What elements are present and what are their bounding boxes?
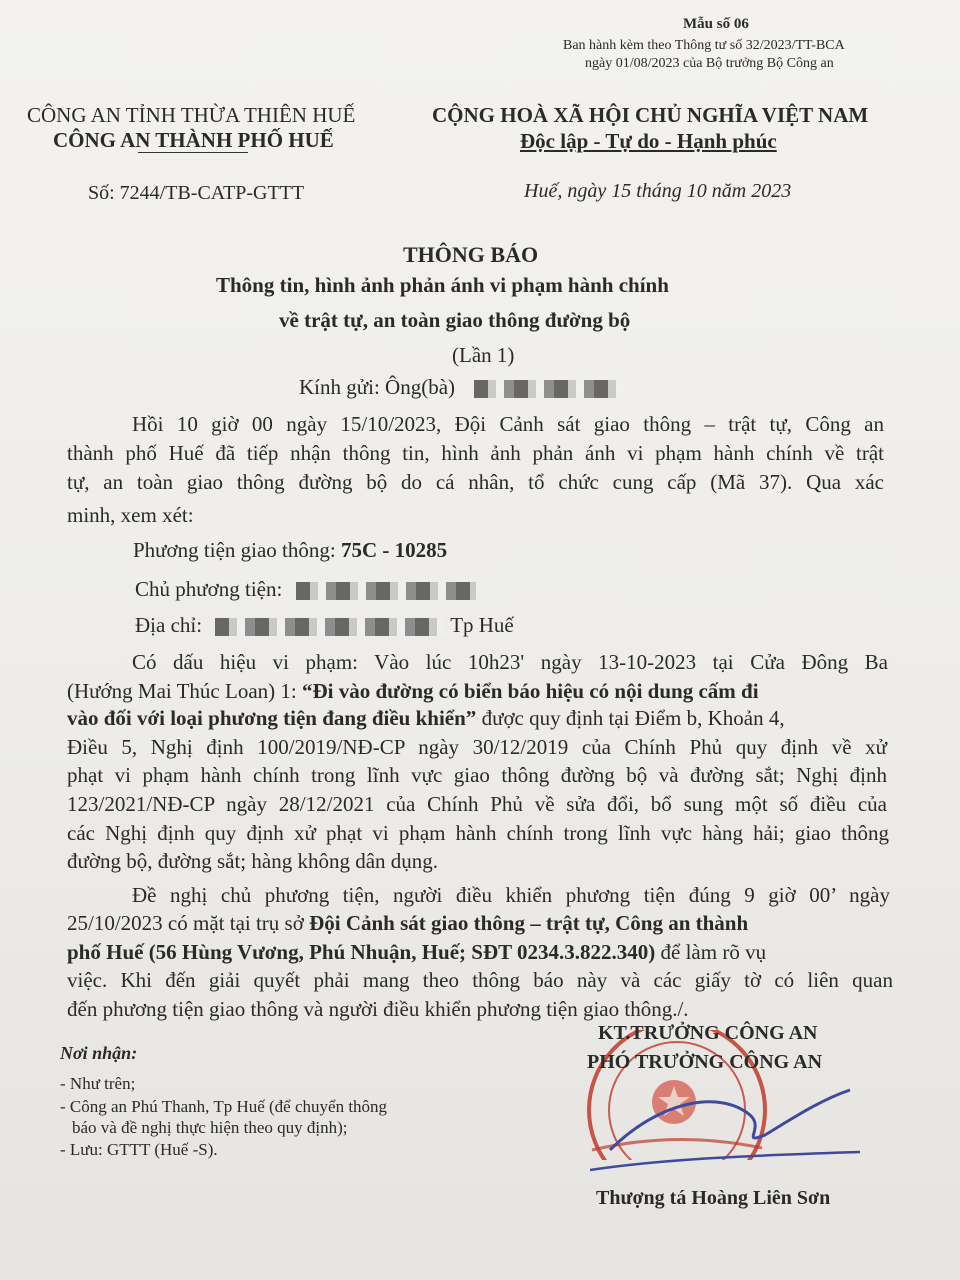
request-purpose: để làm rõ vụ <box>655 940 767 964</box>
recipients-heading: Nơi nhận: <box>60 1043 138 1063</box>
place-date: Huế, ngày 15 tháng 10 năm 2023 <box>524 180 792 202</box>
recipient-line <box>299 375 624 400</box>
notice-title: THÔNG BÁO <box>403 242 539 267</box>
address-line <box>135 613 514 638</box>
national-motto: Độc lập - Tự do - Hạnh phúc <box>520 129 777 153</box>
violation-line-4: Điều 5, Nghị định 100/2019/NĐ-CP ngày 30/12/2019 của Chính Phủ quy định về xử <box>67 735 887 759</box>
violation-location: (Hướng Mai Thúc Loan) 1: <box>67 679 302 703</box>
national-title: CỘNG HOÀ XÃ HỘI CHỦ NGHĨA VIỆT NAM <box>432 103 869 127</box>
owner-label: Chủ phương tiện: <box>135 577 283 601</box>
agency-underline <box>138 152 248 153</box>
recipient-item-2-cont: báo và đề nghị thực hiện theo quy định); <box>72 1118 348 1137</box>
recipient-item-1: - Như trên; <box>60 1074 136 1093</box>
violation-regulation: được quy định tại Điểm b, Khoản 4, <box>476 706 785 730</box>
agency-parent: CÔNG AN TỈNH THỪA THIÊN HUẾ <box>27 103 356 127</box>
notice-issue: (Lần 1) <box>452 343 515 367</box>
violation-line-3 <box>67 706 785 731</box>
request-line-3 <box>67 940 766 965</box>
request-line-1: Đề nghị chủ phương tiện, người điều khiển phương tiện đúng 9 giờ 00’ ngày <box>132 883 890 907</box>
vehicle-line <box>133 538 447 563</box>
violation-line-6: 123/2021/NĐ-CP ngày 28/12/2021 của Chính Phủ về sửa đổi, bổ sung một số điều của <box>67 792 887 816</box>
request-office: Đội Cảnh sát giao thông – trật tự, Công an thành <box>309 911 749 935</box>
agency-name: CÔNG AN THÀNH PHỐ HUẾ <box>53 128 334 152</box>
violation-line-1: Có dấu hiệu vi phạm: Vào lúc 10h23' ngày 13-10-2023 tại Cửa Đông Ba <box>132 650 888 674</box>
paragraph-1-line-2: thành phố Huế đã tiếp nhận thông tin, hình ảnh phản ánh vi phạm hành chính về trật <box>67 441 884 465</box>
notice-subtitle-1: Thông tin, hình ảnh phản ánh vi phạm hành chính <box>216 273 669 297</box>
redacted-address <box>215 618 445 636</box>
violation-act-part-1: “Đi vào đường có biển báo hiệu có nội dung cấm đi <box>301 679 759 703</box>
form-issued-line-2: ngày 01/08/2023 của Bộ trưởng Bộ Công an <box>585 56 834 71</box>
vehicle-plate: 75C - 10285 <box>340 538 448 562</box>
paragraph-1-line-1: Hồi 10 giờ 00 ngày 15/10/2023, Đội Cảnh sát giao thông – trật tự, Công an <box>132 412 884 436</box>
paragraph-1-line-3: tự, an toàn giao thông đường bộ do cá nhân, tổ chức cung cấp (Mã 37). Qua xác <box>67 470 884 494</box>
request-line-4: việc. Khi đến giải quyết phải mang theo thông báo này và các giấy tờ có liên quan <box>67 968 893 992</box>
vehicle-label: Phương tiện giao thông: <box>133 538 341 562</box>
recipient-item-2: - Công an Phú Thanh, Tp Huế (để chuyển thông <box>60 1097 388 1116</box>
document-number: Số: 7244/TB-CATP-GTTT <box>88 182 305 204</box>
request-office-address: phố Huế (56 Hùng Vương, Phú Nhuận, Huế; SĐT 0234.3.822.340) <box>67 940 656 964</box>
recipient-label: Kính gửi: Ông(bà) <box>299 375 456 399</box>
notice-subtitle-2: về trật tự, an toàn giao thông đường bộ <box>279 308 631 332</box>
form-number: Mẫu số 06 <box>683 16 749 32</box>
violation-line-5: phạt vi phạm hành chính trong lĩnh vực giao thông đường bộ và đường sắt; Nghị định <box>67 763 887 787</box>
request-date: 25/10/2023 có mặt tại trụ sở <box>67 911 310 935</box>
request-line-5: đến phương tiện giao thông và người điều khiển phương tiện giao thông./. <box>67 997 689 1021</box>
redacted-recipient <box>474 380 624 398</box>
paragraph-1-line-4: minh, xem xét: <box>67 503 194 527</box>
request-line-2 <box>67 911 748 936</box>
signer-name: Thượng tá Hoàng Liên Sơn <box>596 1187 831 1209</box>
violation-act-part-2: vào đối với loại phương tiện đang điều khiển” <box>67 706 477 730</box>
violation-line-8: đường bộ, đường sắt; hàng không dân dụng. <box>67 849 439 873</box>
violation-line-7: các Nghị định quy định xử phạt vi phạm hành chính trong lĩnh vực hàng hải; giao thông <box>67 821 889 845</box>
form-issued-line-1: Ban hành kèm theo Thông tư số 32/2023/TT-BCA <box>563 38 845 53</box>
signer-title: PHÓ TRƯỞNG CÔNG AN <box>587 1051 823 1073</box>
redacted-owner <box>296 582 476 600</box>
address-city: Tp Huế <box>450 613 514 637</box>
recipient-item-3: - Lưu: GTTT (Huế -S). <box>60 1140 218 1159</box>
signer-authority: KT.TRƯỞNG CÔNG AN <box>598 1022 818 1044</box>
address-label: Địa chỉ: <box>135 613 203 637</box>
owner-line <box>135 577 476 602</box>
violation-line-2 <box>67 679 759 704</box>
handwritten-signature-icon <box>590 1060 860 1180</box>
